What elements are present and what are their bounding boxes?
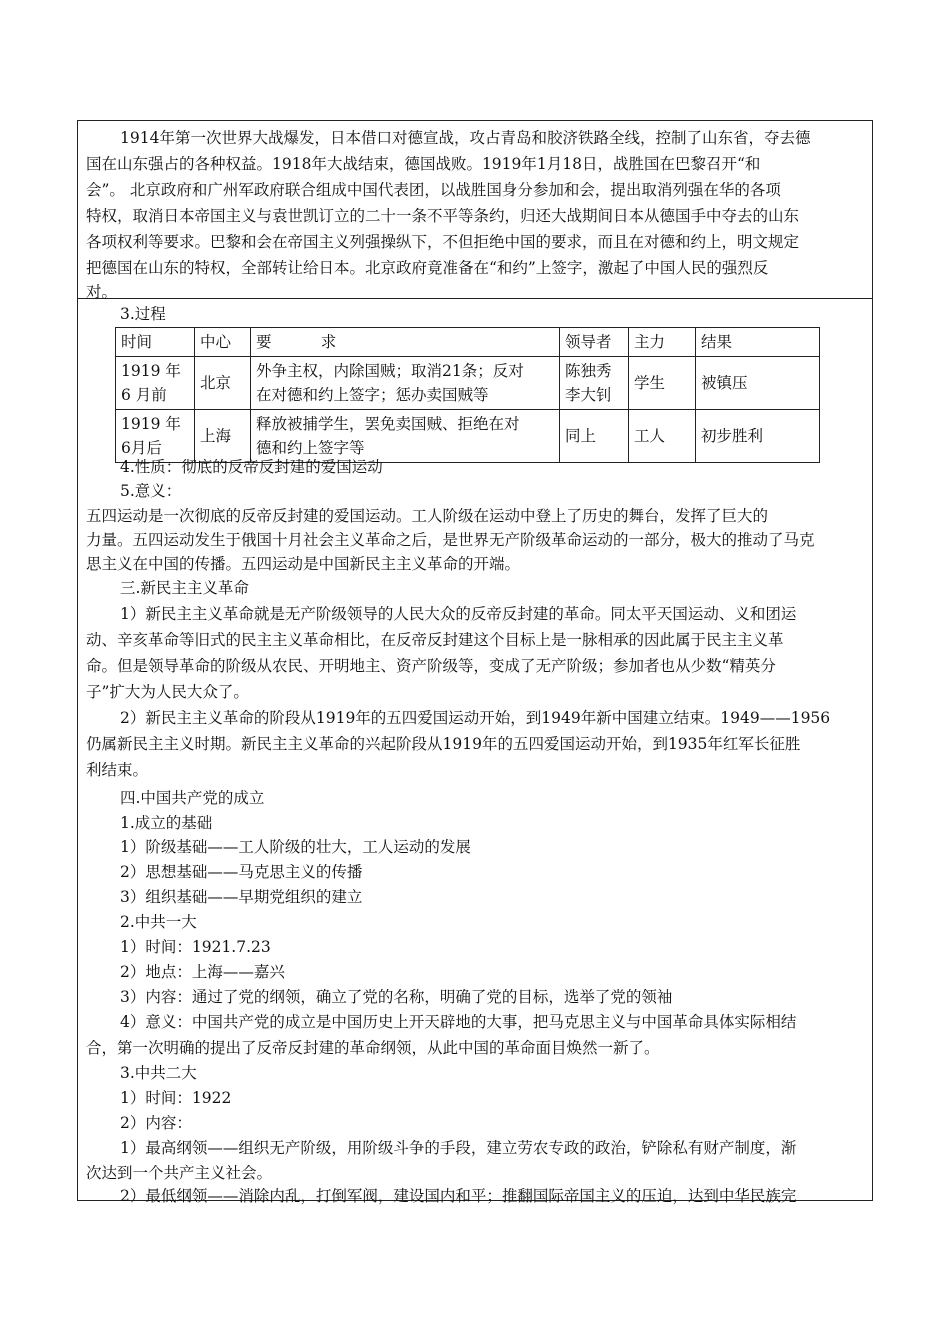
body-line: 子”扩大为人民大众了。 <box>86 683 249 701</box>
table-header-row <box>116 328 820 357</box>
cell-force: 工人 <box>629 410 696 463</box>
intro-cell <box>78 121 872 299</box>
cell-demand <box>251 357 560 410</box>
cell-text: 1919 年 <box>121 362 181 380</box>
body-line: 1）最高纲领——组织无产阶级，用阶级斗争的手段，建立劳农专政的政治，铲除私有财产制度，渐 <box>120 1139 797 1157</box>
document-frame <box>77 120 873 1205</box>
process-heading: 3.过程 <box>120 305 166 323</box>
body-line: 4）意义：中国共产党的成立是中国历史上开天辟地的大事，把马克思主义与中国革命具体实际相结 <box>120 1013 797 1031</box>
header-leader: 领导者 <box>560 328 629 357</box>
body-line: 2）最低纲领——消除内乱，打倒军阀，建设国内和平；推翻国际帝国主义的压迫，达到中华民族完 <box>120 1187 797 1205</box>
subsection-heading: 3.中共二大 <box>120 1064 197 1082</box>
intro-line: 把德国在山东的特权，全部转让给日本。北京政府竟准备在“和约”上签字，激起了中国人民的强烈反 <box>86 259 769 277</box>
body-line: 次达到一个共产主义社会。 <box>86 1164 273 1182</box>
cell-result: 被镇压 <box>696 357 820 410</box>
cell-center: 北京 <box>195 357 251 410</box>
cell-result: 初步胜利 <box>696 410 820 463</box>
section-heading: 四.中国共产党的成立 <box>120 789 265 807</box>
cell-text: 6 月前 <box>121 386 167 404</box>
table-row <box>116 357 820 410</box>
cell-text: 陈独秀 <box>565 362 612 380</box>
intro-line: 1914年第一次世界大战爆发，日本借口对德宣战，攻占青岛和胶济铁路全线，控制了山东省，夺去德 <box>120 129 811 147</box>
cell-time <box>116 357 195 410</box>
body-line: 利结束。 <box>86 761 149 779</box>
body-line: 2）新民主主义革命的阶段从1919年的五四爱国运动开始，到1949年新中国建立结束。1949——1956 <box>120 709 831 727</box>
body-line: 1）阶级基础——工人阶级的壮大，工人运动的发展 <box>120 838 471 856</box>
intro-line: 特权，取消日本帝国主义与袁世凯订立的二十一条不平等条约，归还大战期间日本从德国手中夺去的山东 <box>86 207 800 225</box>
cell-leader <box>560 357 629 410</box>
body-line: 3）内容：通过了党的纲领，确立了党的名称，明确了党的目标，选举了党的领袖 <box>120 988 673 1006</box>
header-center: 中心 <box>195 328 251 357</box>
header-demand: 要 求 <box>251 328 560 357</box>
header-force: 主力 <box>629 328 696 357</box>
cell-force: 学生 <box>629 357 696 410</box>
cell-text: 在对德和约上签字；惩办卖国贼等 <box>256 386 489 404</box>
body-line: 1）时间：1921.7.23 <box>120 938 271 956</box>
intro-line: 对。 <box>86 283 118 301</box>
intro-line: 国在山东强占的各种权益。1918年大战结束，德国战败。1919年1月18日，战胜国在巴黎召开“和 <box>86 155 761 173</box>
body-line: 仍属新民主主义时期。新民主主义革命的兴起阶段从1919年的五四爱国运动开始，到1935年红军长征胜 <box>86 735 801 753</box>
cell-text: 外争主权，内除国贼；取消21条；反对 <box>256 362 524 380</box>
cell-leader: 同上 <box>560 410 629 463</box>
nature-line: 4.性质：彻底的反帝反封建的爱国运动 <box>120 458 383 476</box>
intro-line: 各项权利等要求。巴黎和会在帝国主义列强操纵下，不但拒绝中国的要求，而且在对德和约上，明文规定 <box>86 233 800 251</box>
cell-text: 李大钊 <box>565 386 612 404</box>
intro-line: 会”。 北京政府和广州军政府联合组成中国代表团，以战胜国身分参加和会，提出取消列强在华的各项 <box>86 181 781 199</box>
cell-text: 1919 年 <box>121 415 181 433</box>
body-line: 力量。五四运动发生于俄国十月社会主义革命之后，是世界无产阶级革命运动的一部分，极大的推动了马克 <box>86 531 815 549</box>
body-line: 思主义在中国的传播。五四运动是中国新民主主义革命的开端。 <box>86 555 521 573</box>
body-line: 2）内容： <box>120 1114 192 1132</box>
cell-text: 德和约上签字等 <box>256 439 365 457</box>
process-table <box>115 327 820 463</box>
subsection-heading: 2.中共一大 <box>120 913 197 931</box>
body-line: 命。但是领导革命的阶级从农民、开明地主、资产阶级等，变成了无产阶级；参加者也从少数“精英分 <box>86 657 776 675</box>
cell-text: 释放被捕学生，罢免卖国贼、拒绝在对 <box>256 415 520 433</box>
body-line: 动、辛亥革命等旧式的民主主义革命相比，在反帝反封建这个目标上是一脉相承的因此属于民主主义革 <box>86 631 784 649</box>
cell-text: 6月后 <box>121 439 162 457</box>
body-line: 2）思想基础——马克思主义的传播 <box>120 863 363 881</box>
body-line: 1）新民主主义革命就是无产阶级领导的人民大众的反帝反封建的革命。同太平天国运动、义和团运 <box>120 605 797 623</box>
body-line: 1）时间：1922 <box>120 1089 232 1107</box>
significance-heading: 5.意义： <box>120 482 182 500</box>
header-time: 时间 <box>116 328 195 357</box>
body-line: 3）组织基础——早期党组织的建立 <box>120 888 363 906</box>
header-result: 结果 <box>696 328 820 357</box>
body-line: 五四运动是一次彻底的反帝反封建的爱国运动。工人阶级在运动中登上了历史的舞台，发挥了巨大的 <box>86 507 769 525</box>
body-line: 2）地点：上海——嘉兴 <box>120 963 285 981</box>
cell-center: 上海 <box>195 410 251 463</box>
subsection-heading: 1.成立的基础 <box>120 814 213 832</box>
body-line: 合，第一次明确的提出了反帝反封建的革命纲领，从此中国的革命面目焕然一新了。 <box>86 1039 660 1057</box>
section-heading: 三.新民主主义革命 <box>120 579 249 597</box>
